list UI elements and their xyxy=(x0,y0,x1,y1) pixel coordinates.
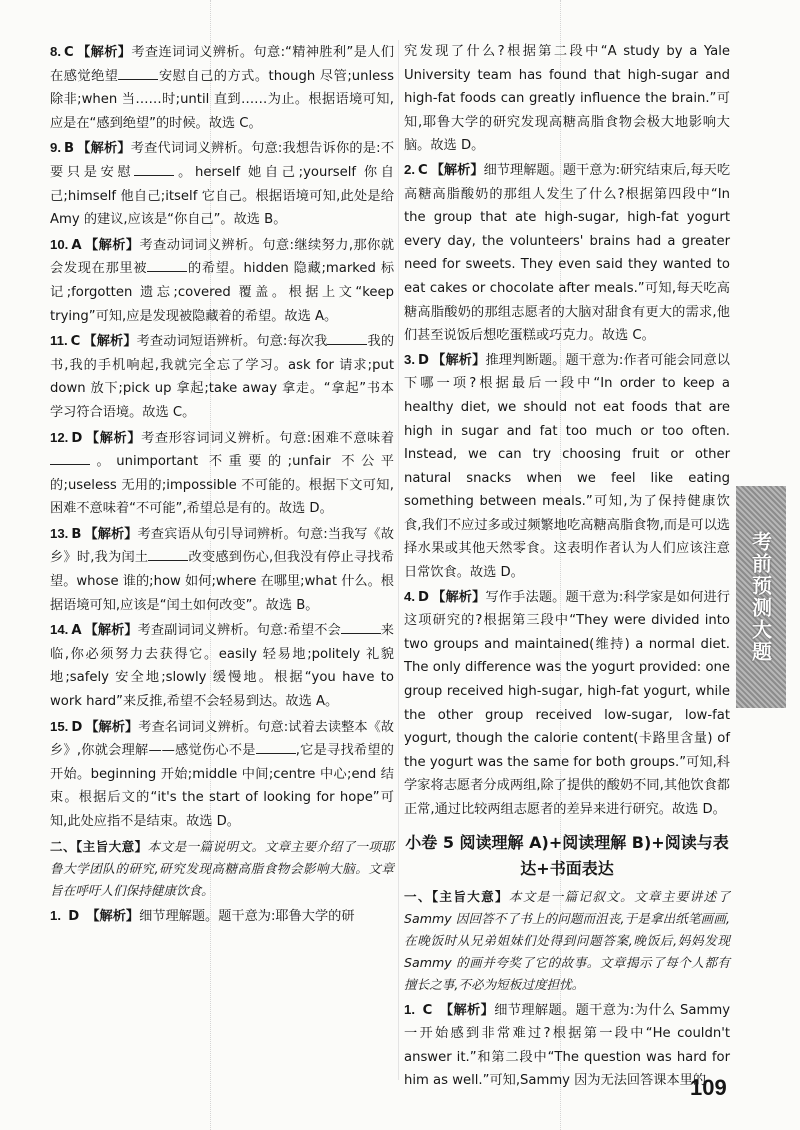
answer-blank xyxy=(341,621,381,634)
item-answer: A xyxy=(71,237,82,253)
right-column xyxy=(404,40,730,1093)
item-number: 1. xyxy=(404,1001,415,1017)
item-text-before-blank: 考查形容词词义辨析。句意:困难不意味着 xyxy=(141,430,394,446)
answer-blank xyxy=(327,332,367,345)
item-text-after-blank: 。unimportant 不重要的;unfair 不公平的;useless 无用的;impossible 不可能的。根据下文可知,困难不意味着“不可能”,希望总是有的。故选 D。 xyxy=(50,454,394,517)
item-text: 推理判断题。题干意为:作者可能会同意以下哪一项?根据最后一段中“In order to keep a healthy diet, we should not eat foods that are high in sugar and fat too much or too often. Instead, we can try choosing fruit or other natural snacks when we feel like eating something between meals.”可知,为了保持健康饮食,我们不应过多或过频繁地吃高糖高脂食物,而是可以选择水果或其他天然零食。这表明作者认为人们应该注意日常饮食。故选 D。 xyxy=(404,352,730,581)
item-answer: D xyxy=(68,908,80,924)
item-kind: 【解析】 xyxy=(85,430,142,446)
item-answer: C xyxy=(418,162,428,178)
answer-blank xyxy=(134,163,174,176)
item-number: 1. xyxy=(50,907,61,923)
item-answer: D xyxy=(418,589,429,605)
answer-item xyxy=(50,426,394,521)
item-number: 12. xyxy=(50,429,69,445)
item-kind: 【解析】 xyxy=(77,141,131,157)
answer-item xyxy=(50,522,394,617)
item-answer: C xyxy=(64,45,74,60)
item-text-before-blank: 考查代词词义辨析。句意:我想告诉你的是:不要只是安慰 xyxy=(50,141,395,180)
item-kind: 【解析】 xyxy=(430,162,484,178)
answer-item xyxy=(404,158,730,348)
item-number: 4. xyxy=(404,588,415,604)
item-text-after-blank: 改变感到伤心,但我没有停止寻找希望。whose 谁的;how 如何;where 在哪里;what 什么。根据语境可知,应该是“闰土如何改变”。故选 B。 xyxy=(50,550,394,613)
item-number: 11. xyxy=(50,333,68,349)
item-text-before-blank: 考查动词短语辨析。句意:每次我 xyxy=(136,334,328,350)
item-text-before-blank: 考查名词词义辨析。句意:试着去读整本《故乡》,你就会理解——感觉伤心不是 xyxy=(50,719,394,759)
passage-summary-2 xyxy=(50,836,394,902)
item-text-after-blank: 的希望。hidden 隐藏;marked 标记;forgotten 遗忘;covered 覆盖。根据上文“keep trying”可知,应是发现被隐藏着的希望。故选 A。 xyxy=(50,261,395,324)
left-column xyxy=(50,40,394,928)
answer-blank xyxy=(118,67,158,80)
answer-item xyxy=(50,329,394,424)
item-text-after-blank: 。herself 她自己;yourself 你自己;himself 他自己;itself 它自己。根据语境可知,此处是给 Amy 的建议,应该是“你自己”。故选 B。 xyxy=(50,164,394,228)
item-text-before-blank: 考查连词词义辨析。句意:“精神胜利”是人们在感觉绝望 xyxy=(50,45,395,84)
item-number: 15. xyxy=(50,718,69,734)
item-text: 细节理解题。题干意为:研究结束后,每天吃高糖高脂酸奶的那组人发生了什么?根据第四段中“In the group that ate high-sugar, high-fat yogurt every day, the volunteers' brains had a greater need for sweets. They even said they wanted to eat cakes or chocolate after meals.”可知,每天吃高糖高脂酸奶的那组志愿者的大脑对甜食有更大的需求,他们甚至说饭后想吃蛋糕或巧克力。故选 C。 xyxy=(404,162,731,344)
item-number: 9. xyxy=(50,140,61,156)
answer-item xyxy=(50,618,394,713)
item-text-after-blank: 我的书,我的手机响起,我就完全忘了学习。ask for 请求;put down 放下;pick up 拿起;take away 拿走。“拿起”书本学习符合语境。故选 C。 xyxy=(50,334,395,420)
answer-item xyxy=(404,348,730,585)
item-text: 细节理解题。题干意为:耶鲁大学的研 xyxy=(139,908,355,924)
item-answer: B xyxy=(71,526,82,542)
item-text: 细节理解题。题干意为:为什么 Sammy 一开始感到非常难过?根据第一段中“He couldn't answer it.”和第二段中“The question was hard for him as well.”可知,Sammy 因为无法回答课本里的 xyxy=(404,1002,731,1089)
unit-title: 小卷 5 阅读理解 A)+阅读理解 B)+阅读与表达+书面表达 xyxy=(405,832,729,878)
side-tab-label: 考前预测大题 xyxy=(748,531,773,663)
item-kind: 【解析】 xyxy=(439,1002,495,1018)
item-kind: 【解析】 xyxy=(83,334,137,350)
item-answer: A xyxy=(71,623,82,639)
item-text-after-blank: ,它是寻找希望的开始。beginning 开始;middle 中间;centre 中心;end 结束。根据后文的“it's the start of looking for hope”可知,此处应指不是结束。故选 D。 xyxy=(50,743,394,829)
answer-item-continued xyxy=(404,40,730,158)
answer-blank xyxy=(148,548,188,561)
answer-item xyxy=(50,233,394,328)
item-answer: D xyxy=(71,719,83,735)
item-text-after-blank: 安慰自己的方式。though 尽管;unless 除非;when 当……时;until 直到……为止。根据语境可知,应是在“感到绝望”的时候。故选 C。 xyxy=(50,68,395,131)
item-answer: D xyxy=(71,430,83,446)
item-text-before-blank: 考查动词词义辨析。句意:继续努力,那你就会发现在那里被 xyxy=(50,237,395,277)
item-kind: 【解析】 xyxy=(84,237,140,253)
answer-blank xyxy=(256,741,296,754)
item-kind: 【解析】 xyxy=(84,623,138,639)
item-kind: 【解析】 xyxy=(85,719,139,735)
item-answer: C xyxy=(70,334,81,350)
passage-summary-1 xyxy=(404,886,730,996)
answer-item xyxy=(404,998,730,1093)
answer-item xyxy=(50,715,394,834)
item-answer: C xyxy=(422,1002,433,1018)
summary-text: 本文是一篇记叙文。文章主要讲述了 Sammy 因回答不了书上的问题而沮丧,于是拿出纸笔画画,在晚饭时从兄弟姐妹们处得到问题答案,晚饭后,妈妈发现 Sammy 的画并夸奖了它的故事。文章揭示了每个人都有擅长之事,不必为短板过度担忧。 xyxy=(404,888,731,992)
summary-heading: 一、【主旨大意】 xyxy=(404,888,509,904)
item-answer: B xyxy=(64,141,75,157)
answer-item xyxy=(50,40,394,135)
summary-heading: 二、【主旨大意】 xyxy=(50,838,148,854)
item-text-before-blank: 考查副词词义辨析。句意:希望不会 xyxy=(137,623,341,639)
answer-item xyxy=(50,136,394,231)
item-text-after-blank: 来临,你必须努力去获得它。easily 轻易地;politely 礼貌地;safely 安全地;slowly 缓慢地。根据“you have to work hard”来反推,希望不会轻易到达。故选 A。 xyxy=(50,623,394,710)
item-number: 3. xyxy=(404,351,415,367)
item-kind: 【解析】 xyxy=(86,908,140,924)
item-number: 13. xyxy=(50,525,69,541)
summary-text: 本文是一篇说明文。文章主要介绍了一项耶鲁大学团队的研究,研究发现高糖高脂食物会影响大脑。文章旨在呼吁人们保持健康饮食。 xyxy=(50,838,394,898)
item-text-before-blank: 考查宾语从句引导词辨析。句意:当我写《故乡》时,我为闰土 xyxy=(50,526,394,566)
item-text: 写作手法题。题干意为:科学家是如何进行这项研究的?根据第三段中“They were divided into two groups and maintained(维持) a normal diet. The only difference was the yogurt provided: one group received high-sugar, high-fat yogurt, while the other group received low-sugar, low-fat yogurt, though the calorie content(卡路里含量) of the yogurt was the same for both groups.”可知,科学家将志愿者分成两组,除了提供的酸奶不同,其他饮食都正常,通过比较两组志愿者的差异来进行研究。故选 D。 xyxy=(404,589,730,817)
item-text: 究发现了什么?根据第二段中“A study by a Yale University team has found that high-sugar and high-fat foods can greatly influence the brain.”可知,耶鲁大学的研究发现高糖高脂食物会极大地影响大脑。故选 D。 xyxy=(404,44,730,154)
item-kind: 【解析】 xyxy=(431,352,486,368)
answer-item xyxy=(404,585,730,822)
item-kind: 【解析】 xyxy=(84,526,138,542)
answer-blank xyxy=(147,259,187,272)
section-side-tab xyxy=(736,486,786,708)
page-number: 109 xyxy=(690,1075,727,1100)
item-number: 2. xyxy=(404,161,415,177)
answer-item xyxy=(50,904,394,929)
item-answer: D xyxy=(418,352,429,368)
item-kind: 【解析】 xyxy=(76,45,132,60)
item-kind: 【解析】 xyxy=(431,589,486,605)
answer-blank xyxy=(50,452,90,465)
item-number: 8. xyxy=(50,44,61,59)
column-divider xyxy=(398,40,399,1080)
item-number: 14. xyxy=(50,622,69,638)
item-number: 10. xyxy=(50,236,69,252)
